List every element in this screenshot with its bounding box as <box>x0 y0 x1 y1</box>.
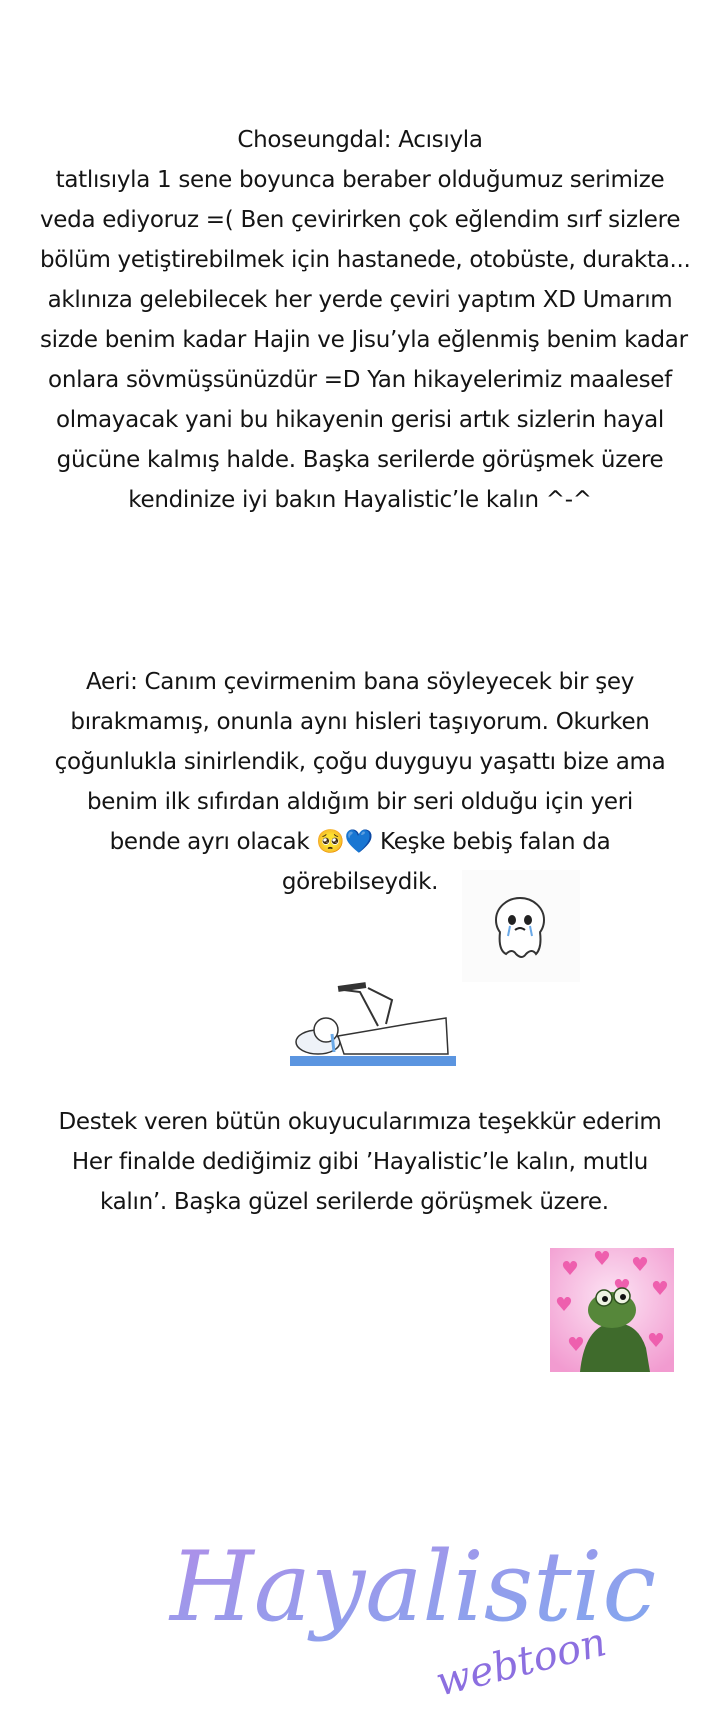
note-line: sizde benim kadar Hajin ve Jisu’yla eğlenmiş benim kadar <box>40 327 688 353</box>
note-line: çoğunlukla sinirlendik, çoğu duyguyu yaşattı bize ama <box>54 749 666 775</box>
hayalistic-logo <box>160 1500 657 1719</box>
note-line: tatlısıyla 1 sene boyunca beraber olduğumuz serimize <box>55 167 665 193</box>
note-line: Destek veren bütün okuyucularımıza teşekkür ederim <box>58 1109 662 1135</box>
note-line: onlara sövmüşsünüzdür =D Yan hikayelerimiz maalesef <box>48 367 672 393</box>
logo-subtitle: webtoon <box>431 1619 611 1706</box>
note-line: Her finalde dediğimiz gibi ’Hayalistic’le kalın, mutlu <box>71 1149 649 1175</box>
note-line: Choseungdal: Acısıyla <box>237 127 483 153</box>
note-line: bölüm yetiştirebilmek için hastanede, otobüste, durakta... <box>40 247 691 273</box>
note-line: benim ilk sıfırdan aldığım bir seri olduğu için yeri <box>86 789 633 815</box>
translator-note-choseungdal <box>40 120 691 520</box>
crying-ghost-icon <box>462 870 580 982</box>
thanks-note <box>40 1102 680 1222</box>
kermit-hearts-icon <box>550 1248 674 1372</box>
note-line: görebilseydik. <box>281 869 439 895</box>
lying-person-icon <box>288 978 458 1070</box>
logo-title: Hayalistic <box>170 1531 657 1643</box>
note-line: Aeri: Canım çevirmenim bana söyleyecek bir şey <box>85 669 635 695</box>
note-line: kendinize iyi bakın Hayalistic’le kalın ^-^ <box>128 487 592 513</box>
note-line: kalın’. Başka güzel serilerde görüşmek üzere. <box>100 1189 609 1215</box>
note-line: gücüne kalmış halde. Başka serilerde görüşmek üzere <box>56 447 664 473</box>
note-line: olmayacak yani bu hikayenin gerisi artık sizlerin hayal <box>56 407 664 433</box>
note-line: bırakmamış, onunla aynı hisleri taşıyorum. Okurken <box>70 709 650 735</box>
note-line: bende ayrı olacak 🥺💙 Keşke bebiş falan da <box>109 829 611 855</box>
editor-note-aeri <box>40 662 680 902</box>
note-line: veda ediyoruz =( Ben çevirirken çok eğlendim sırf sizlere <box>40 207 681 233</box>
note-line: aklınıza gelebilecek her yerde çeviri yaptım XD Umarım <box>47 287 673 313</box>
